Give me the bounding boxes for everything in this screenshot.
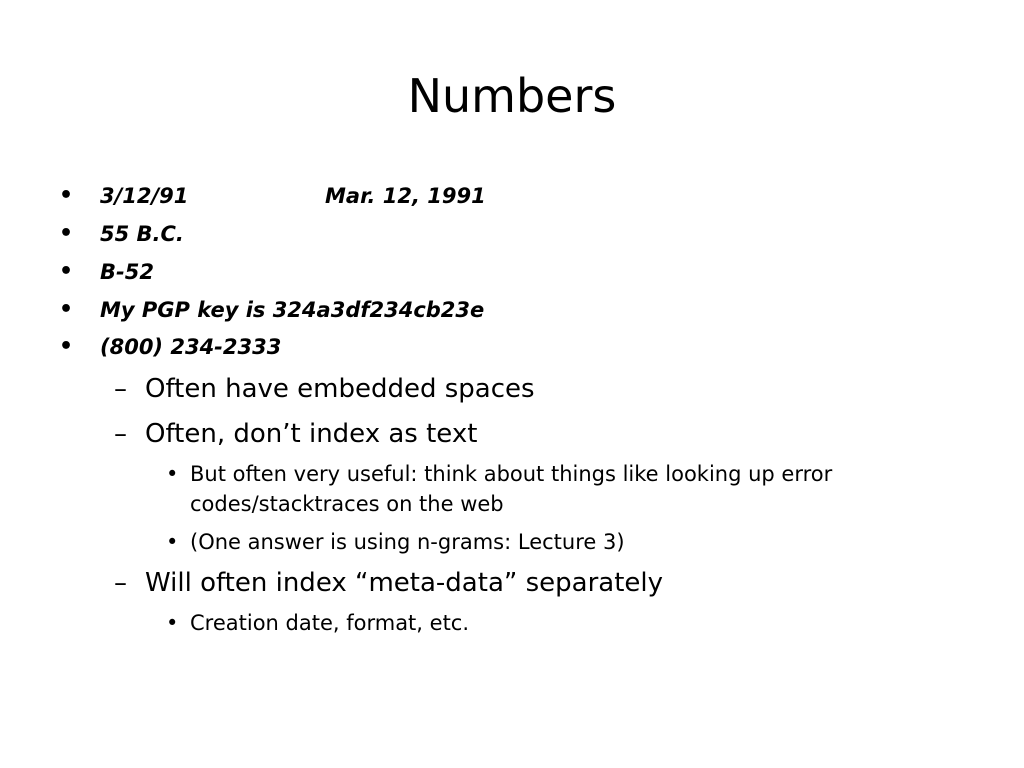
bullet-text: 3/12/91 [100,184,189,208]
bullet-text-secondary: Mar. 12, 1991 [325,184,486,208]
sub-sub-bullet-text: Creation date, format, etc. [190,611,470,635]
bullet-marker: • [59,297,74,322]
bullet-text: My PGP key is 324a3df234cb23e [100,298,485,322]
dash-marker: – [114,419,127,449]
bullet-text: (800) 234-2333 [100,335,282,359]
sub-sub-bullet-text-line2: codes/stacktraces on the web [190,492,504,516]
bullet-marker: • [59,221,74,246]
sub-sub-bullet-text [190,459,990,519]
sub-bullet-text: Often have embedded spaces [145,374,535,404]
sub-bullet-text: Will often index “meta-data” separately [145,568,664,598]
bullet-text: B-52 [100,260,154,284]
sub-bullet-text: Often, don’t index as text [145,419,478,449]
bullet-marker: • [59,259,74,284]
dash-marker: – [114,374,127,404]
bullet-text: 55 B.C. [100,222,184,246]
bullet-marker: • [166,462,179,486]
slide-title: Numbers [407,69,617,123]
sub-sub-bullet-text-line1: But often very useful: think about things like looking up error [190,462,833,486]
bullet-marker: • [59,183,74,208]
dash-marker: – [114,568,127,598]
bullet-marker: • [166,530,179,554]
bullet-marker: • [166,611,179,635]
sub-sub-bullet-text: (One answer is using n-grams: Lecture 3) [190,530,625,554]
bullet-marker: • [59,334,74,359]
